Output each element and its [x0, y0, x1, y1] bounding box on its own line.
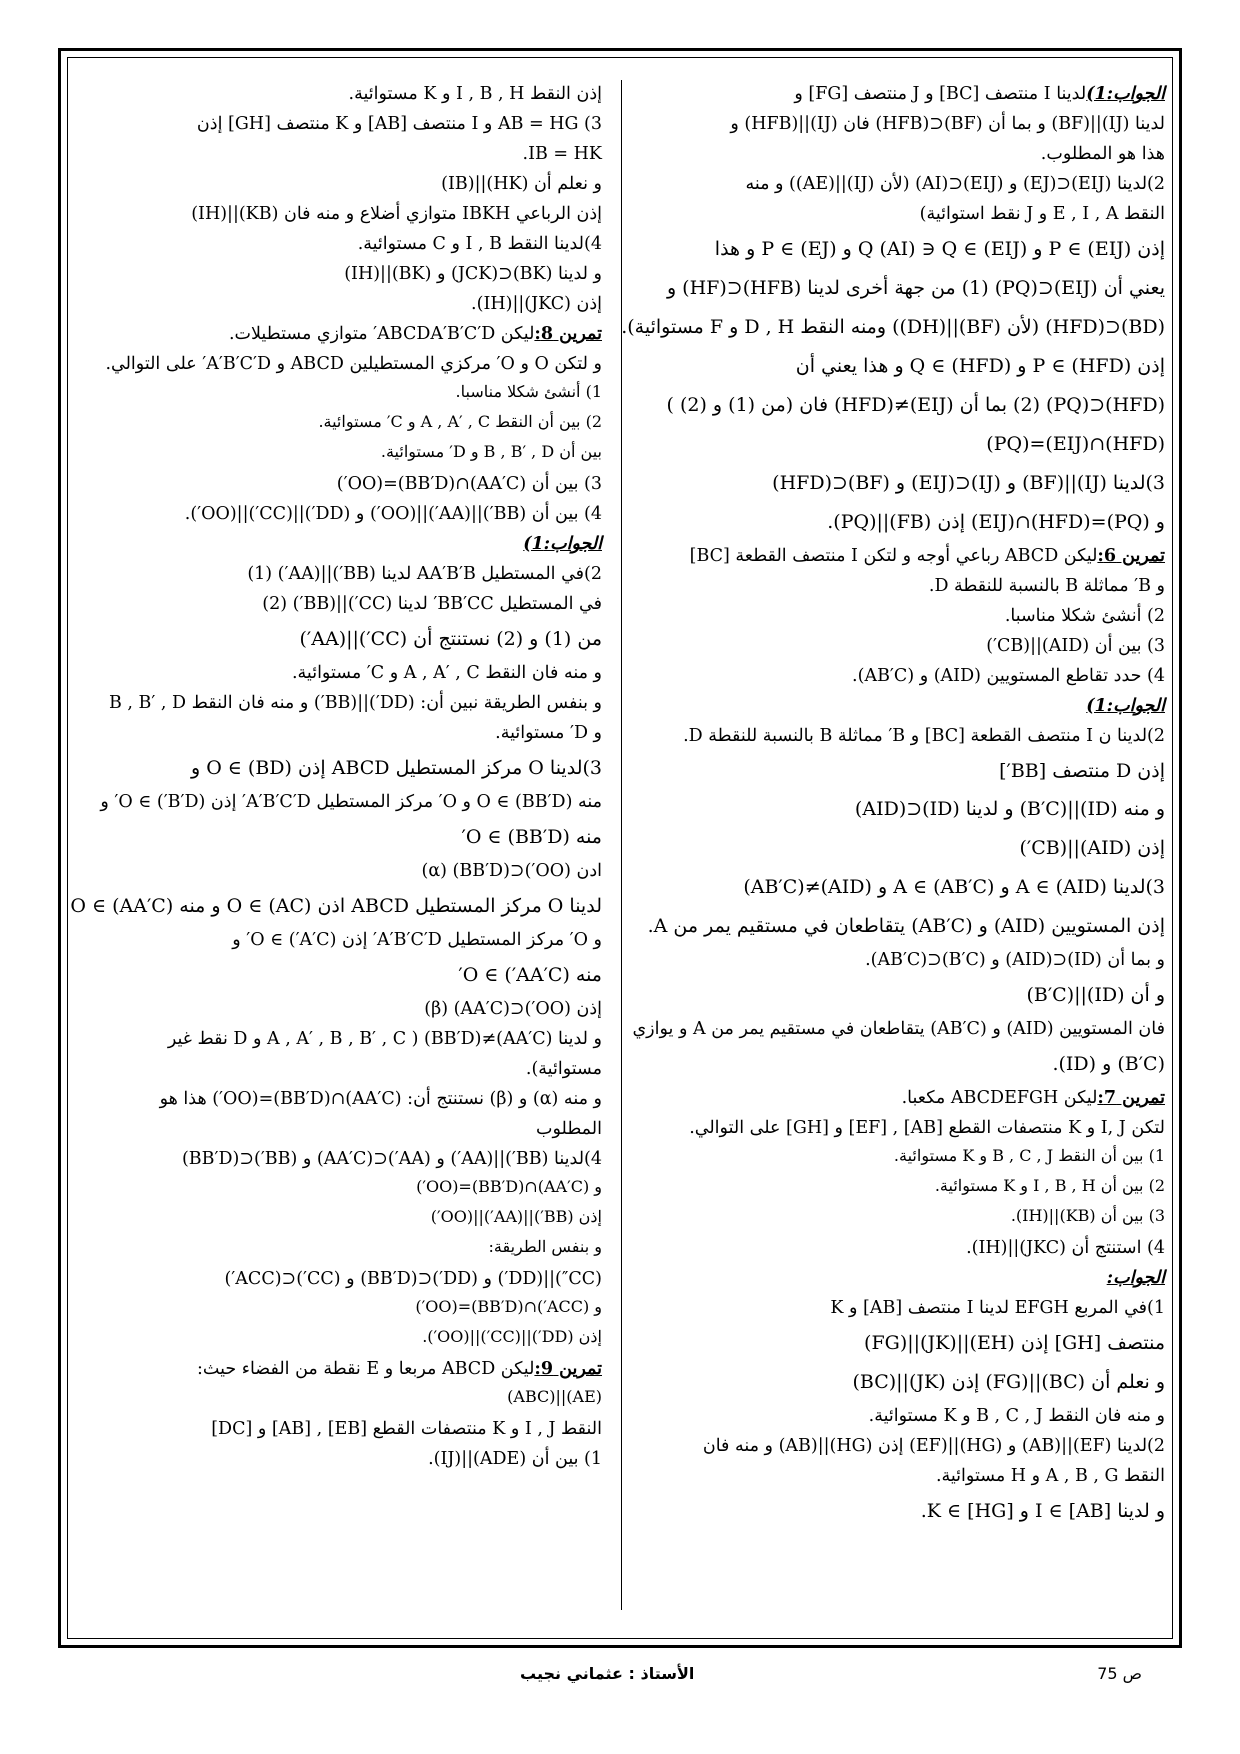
- left-column-line: [80, 956, 602, 995]
- line-text: إذن (BB′)||(AA′)||(OO′): [430, 1206, 602, 1226]
- line-text: 1) أنشئ شكلا مناسبا.: [455, 382, 602, 401]
- line-text: و منه (ID)||(B′C) و لدينا (ID)⊂(AID): [854, 798, 1165, 821]
- left-column-line: [80, 1445, 602, 1475]
- line-text: 3) بين أن (AA′C)∩(BB′D)=(OO′): [336, 474, 602, 494]
- line-text: إذن (JKC)||(IH).: [471, 294, 602, 314]
- right-column-line: [643, 110, 1165, 140]
- left-column-line: [80, 719, 602, 749]
- right-column-line: [643, 1492, 1165, 1531]
- left-column-line: [80, 1085, 602, 1115]
- line-text: و نعلم أن (BC)||(FG) إذن (JK)||(BC): [852, 1371, 1165, 1393]
- right-column-line: [643, 1144, 1165, 1174]
- line-text: 2) بين أن I , B , H و K مستوائية.: [934, 1176, 1165, 1196]
- line-text: و (ACC′)∩(BB′D)=(OO′): [415, 1296, 602, 1316]
- left-column-line: [80, 1025, 602, 1055]
- left-column-line: [70, 887, 602, 926]
- line-text: لتكن I, J و K منتصفات القطع [AB] , [EF] و [GH] على التوالي.: [689, 1118, 1165, 1139]
- line-text: و لدينا [AB] ∋ I و [HG] ∋ K.: [920, 1499, 1165, 1522]
- line-text: منه (BB′D) ∋ O و O′ مركز المستطيل A′B′C′D′ إذن (B′D′) ∋ O′ و: [100, 791, 602, 812]
- right-column-line: [643, 662, 1165, 692]
- right-column-line: [643, 1084, 1165, 1114]
- line-text: بين أن B , B′ , D و D′ مستوائية.: [380, 442, 602, 461]
- page-footer: [0, 1664, 1240, 1694]
- line-text: و منه فان النقط B , C , J و K مستوائية.: [868, 1405, 1165, 1426]
- line-text: إذن المستويين (AID) و (AB′C) يتقاطعان في مستقيم يمر من A.: [647, 915, 1165, 938]
- page-number: ص 75: [1097, 1664, 1142, 1683]
- right-column-line: [643, 868, 1165, 907]
- line-text: و لدينا (BK)⊂(JCK) و (BK)||(IH): [344, 264, 602, 284]
- line-text: 4) استنتج أن (JKC)||(IH).: [966, 1238, 1165, 1259]
- line-text: و بنفس الطريقة:: [488, 1236, 602, 1256]
- line-text: إذن (EIJ) ∋ P و (EIJ) ∋ Q (AI) ∋ Q و (EJ) ∋ P و هذا: [714, 238, 1165, 260]
- line-text: (AE)||(ABC): [507, 1386, 602, 1406]
- right-column-line: [643, 347, 1165, 386]
- line-text: 4)لدينا النقط I , B و C مستوائية.: [357, 234, 602, 254]
- line-text: منتصف [GH] إذن (EH)||(JK)||(FG): [864, 1332, 1165, 1355]
- line-text: 3)لدينا O مركز المستطيل ABCD إذن (BD) ∋ O و: [190, 756, 602, 779]
- left-column-line: [80, 470, 602, 500]
- line-text: ليكن ABCDA′B′C′D′ متوازي مستطيلات.: [228, 324, 535, 344]
- line-text: و بما أن (ID)⊂(AID) و (B′C)⊂(AB′C).: [865, 950, 1165, 971]
- line-text: و (PQ)=(HFD)∩(EIJ) إذن (FB)||(PQ).: [827, 510, 1165, 533]
- left-column-line: [80, 749, 602, 788]
- line-text: 2)في المستطيل AA′B′B لدينا (BB′)||(AA′) (1): [247, 564, 602, 584]
- exercise-heading: تمرين 8:: [534, 324, 602, 344]
- right-column-line: [632, 1015, 1165, 1045]
- line-text: ليكن ABCD مربعا و E نقطة من الفضاء حيث:: [197, 1358, 535, 1379]
- right-column-line: [643, 1402, 1165, 1432]
- right-column-line: [643, 1234, 1165, 1264]
- line-text: (B′C) و (ID).: [1052, 1053, 1165, 1076]
- line-text: إذن الرباعي IBKH متوازي أضلاع و منه فان (KB)||(IH): [191, 204, 602, 224]
- line-text: النقط E , I , A و J نقط استوائية): [919, 204, 1165, 224]
- line-text: إذن (DD′)||(CC′)||(OO′).: [422, 1326, 602, 1346]
- exercise-heading: تمرين 7:: [1097, 1088, 1165, 1109]
- right-column-line: [643, 976, 1165, 1015]
- line-text: و O′ مركز المستطيل A′B′C′D′ إذن (A′C′) ∋ O′ و: [232, 929, 602, 950]
- right-column: [621, 80, 1165, 1531]
- right-column-line: [643, 1294, 1165, 1324]
- right-column-line: [643, 1264, 1165, 1294]
- line-text: (BD)⊂(HFD) (لأن (BF)||(DH)) ومنه النقط D , H و F مستوائية).: [621, 315, 1165, 338]
- right-column-line: [643, 170, 1165, 200]
- left-column-line: [80, 1205, 602, 1235]
- left-column-line: [80, 200, 602, 230]
- line-text: النقط I , J و K منتصفات القطع [EB] , [AB] و [DC]: [211, 1418, 602, 1439]
- line-text: و D′ مستوائية.: [495, 722, 602, 743]
- line-text: ليكن ABCDEFGH مكعبا.: [901, 1088, 1098, 1109]
- line-text: و لتكن O و O′ مركزي المستطيلين ABCD و A′B′C′D′ على التوالي.: [105, 354, 602, 374]
- left-column-line: [80, 689, 602, 719]
- exercise-heading: تمرين 9:: [534, 1358, 602, 1379]
- answer-heading: الجواب:: [1106, 1268, 1165, 1289]
- left-column-line: [80, 818, 602, 857]
- line-text: و (AA′C)∩(BB′D)=(OO′): [416, 1176, 602, 1196]
- line-text: يعني أن (EIJ)⊂(PQ) (1) من جهة أخرى لدينا (HFB)⊂(HF) و: [666, 276, 1165, 299]
- right-column-line: [643, 632, 1165, 662]
- line-text: IB = HK.: [522, 144, 602, 164]
- right-column-line: [643, 464, 1165, 503]
- line-text: (HFD)⊂(PQ) (2) بما أن (EIJ)≠(HFD) فان (من (1) و (2) ): [666, 393, 1165, 416]
- line-text: و منه (α) و (β) نستنتج أن: (AA′C)∩(BB′D)=(OO′) هذا هو: [159, 1088, 602, 1109]
- left-column-line: [80, 530, 602, 560]
- line-text: فان المستويين (AID) و (AB′C) يتقاطعان في مستقيم يمر من A و يوازي: [632, 1019, 1165, 1040]
- line-text: 2) أنشئ شكلا مناسبا.: [1004, 605, 1165, 626]
- answer-heading: الجواب:1): [1086, 84, 1165, 104]
- line-text: إذن D منتصف [BB′]: [999, 759, 1165, 782]
- right-column-line: [643, 692, 1165, 722]
- line-text: إذن (OO′)⊂(AA′C) (β): [424, 998, 602, 1019]
- line-text: إذن (AID)||(CB′): [1019, 837, 1165, 860]
- line-text: و نعلم أن (HK)||(IB): [441, 174, 602, 194]
- line-text: ادن (OO′)⊂(BB′D) (α): [421, 860, 602, 881]
- right-column-line: [643, 946, 1165, 976]
- left-column-line: [80, 1295, 602, 1325]
- left-column-line: [80, 320, 602, 350]
- right-column-line: [643, 790, 1165, 829]
- right-column-line: [643, 602, 1165, 632]
- line-text: ليكن ABCD رباعي أوجه و لتكن I منتصف القطعة [BC]: [689, 545, 1098, 566]
- line-text: 1) بين أن (ADE)||(IJ).: [428, 1448, 602, 1469]
- right-column-line: [643, 1432, 1165, 1462]
- right-column-line: [643, 230, 1165, 269]
- line-text: في المستطيل BB′CC′ لدينا (CC′)||(BB′) (2): [262, 594, 602, 614]
- line-text: المطلوب: [536, 1118, 602, 1139]
- right-column-line: [643, 1462, 1165, 1492]
- line-text: 3) بين أن (KB)||(IH).: [1010, 1206, 1165, 1226]
- exercise-heading: تمرين 6:: [1097, 545, 1165, 566]
- right-column-line: [643, 1114, 1165, 1144]
- right-column-line: [643, 1363, 1165, 1402]
- line-text: منه (AA′C′) ∋ O′: [458, 963, 602, 986]
- left-column-line: [80, 1175, 602, 1205]
- line-text: إذن (HFD) ∋ P و (HFD) ∋ Q و هذا يعني أن: [795, 354, 1165, 377]
- line-text: لدينا I منتصف [BC] و J منتصف [FG] و: [794, 84, 1087, 104]
- right-column-line: [621, 308, 1165, 347]
- line-text: 2)لدينا ن I منتصف القطعة [BC] و B′ مماثلة B بالنسبة للنقطة D.: [683, 725, 1165, 746]
- left-column-line: [80, 1235, 602, 1265]
- right-column-line: [643, 200, 1165, 230]
- right-column-line: [643, 140, 1165, 170]
- left-column-line: [80, 1325, 602, 1355]
- left-column-line: [80, 380, 602, 410]
- left-column-line: [80, 500, 602, 530]
- left-column-line: [80, 995, 602, 1025]
- right-column-line: [643, 386, 1165, 425]
- left-column-line: [80, 230, 602, 260]
- author-name: الأستاذ : عثماني نجيب: [520, 1664, 695, 1683]
- line-text: 4) بين أن (BB′)||(AA′)||(OO′) و (DD′)||(CC′)||(OO′).: [184, 504, 602, 524]
- left-column-line: [80, 857, 602, 887]
- line-text: و B′ مماثلة B بالنسبة للنقطة D.: [928, 575, 1165, 596]
- line-text: و لدينا (AA′C)≠(BB′D) ( A , A′ , B , B′ , C و D نقط غير: [167, 1028, 602, 1049]
- right-column-line: [643, 1324, 1165, 1363]
- left-column-line: [80, 350, 602, 380]
- left-column-line: [80, 788, 602, 818]
- left-column-line: [80, 1415, 602, 1445]
- right-column-line: [643, 752, 1165, 791]
- page-inner-border: [67, 57, 1173, 1639]
- answer-heading: الجواب:1): [1086, 695, 1165, 716]
- right-column-line: [643, 722, 1165, 752]
- line-text: منه (BB′D) ∋ O′: [461, 825, 602, 848]
- line-text: 1) بين أن النقط B , C , J و K مستوائية.: [893, 1146, 1165, 1166]
- answer-heading: الجواب:1): [523, 534, 602, 554]
- left-column-line: [80, 590, 602, 620]
- right-column-line: [643, 269, 1165, 308]
- left-column-line: [80, 1055, 602, 1085]
- left-column-line: [80, 1265, 602, 1295]
- right-column-line: [643, 1045, 1165, 1084]
- line-text: 2)لدينا (EF)||(AB) و (HG)||(EF) إذن (HG)||(AB) و منه فان: [702, 1435, 1165, 1456]
- line-text: النقط A , B , G و H مستوائية.: [935, 1465, 1165, 1486]
- left-column-line: [80, 110, 602, 140]
- page-border: [58, 48, 1182, 1648]
- right-column-line: [643, 425, 1165, 464]
- line-text: لدينا O مركز المستطيل ABCD اذن (AC) ∋ O و منه (AA′C) ∋ O: [70, 894, 602, 917]
- left-column-line: [80, 140, 602, 170]
- right-column-line: [643, 80, 1165, 110]
- left-column-line: [80, 926, 602, 956]
- right-column-line: [643, 542, 1165, 572]
- line-text: 3) بين أن (AID)||(CB′): [986, 635, 1165, 656]
- left-column-line: [80, 1145, 602, 1175]
- left-column-line: [80, 620, 602, 659]
- left-column-line: [80, 1385, 602, 1415]
- line-text: 1)في المربع EFGH لدينا I منتصف [AB] و K: [830, 1298, 1165, 1319]
- line-text: (CC″)||(DD′) و (DD′)⊂(BB′D) و (CC′)⊂(ACC′): [224, 1268, 602, 1289]
- line-text: هذا هو المطلوب.: [1040, 144, 1165, 164]
- left-column-line: [80, 1355, 602, 1385]
- column-divider: [621, 80, 622, 1610]
- line-text: مستوائية).: [525, 1058, 602, 1079]
- line-text: 2) بين أن النقط A , A′ , C و C′ مستوائية.: [318, 412, 602, 431]
- line-text: 3)لدينا (AID) ∋ A و (AB′C) ∋ A و (AID)≠(AB′C): [743, 876, 1165, 899]
- right-column-line: [643, 907, 1165, 946]
- line-text: لدينا (IJ)||(BF) و بما أن (BF)⊂(HFB) فان (IJ)||(HFB) و: [730, 114, 1165, 134]
- line-text: 4)لدينا (BB′)||(AA′) و (AA′)⊂(AA′C) و (BB′)⊂(BB′D): [181, 1148, 602, 1169]
- right-column-line: [643, 572, 1165, 602]
- left-column-line: [80, 290, 602, 320]
- line-text: (HFD)∩(EIJ)=(PQ): [986, 432, 1165, 455]
- line-text: و منه فان النقط A , A′ , C و C′ مستوائية.: [291, 662, 602, 683]
- right-column-line: [643, 503, 1165, 542]
- left-column-line: [80, 80, 602, 110]
- line-text: و بنفس الطريقة نبين أن: (DD′)||(BB′) و منه فان النقط B , B′ , D: [108, 692, 602, 713]
- left-column-line: [80, 170, 602, 200]
- left-column-line: [80, 440, 602, 470]
- line-text: 4) حدد تقاطع المستويين (AID) و (AB′C).: [852, 665, 1165, 686]
- line-text: من (1) و (2) نستنتج أن (CC′)||(AA′): [299, 628, 602, 650]
- left-column-line: [80, 410, 602, 440]
- right-column-line: [643, 1204, 1165, 1234]
- right-column-line: [643, 829, 1165, 868]
- line-text: و أن (ID)||(B′C): [1026, 984, 1165, 1007]
- right-column-line: [643, 1174, 1165, 1204]
- line-text: 3) AB = HG و I منتصف [AB] و K منتصف [GH] إذن: [196, 114, 602, 134]
- line-text: 2)لدينا (EIJ)⊂(EJ) و (EIJ)⊂(AI) (لأن (IJ)||(AE)) و منه: [745, 174, 1165, 194]
- left-column-line: [80, 260, 602, 290]
- left-column-line: [80, 560, 602, 590]
- line-text: إذن النقط I , B , H و K مستوائية.: [348, 84, 602, 104]
- left-column: [70, 80, 602, 1475]
- left-column-line: [80, 1115, 602, 1145]
- line-text: 3)لدينا (IJ)||(BF) و (IJ)⊂(EIJ) و (BF)⊂(HFD): [772, 471, 1165, 494]
- left-column-line: [80, 659, 602, 689]
